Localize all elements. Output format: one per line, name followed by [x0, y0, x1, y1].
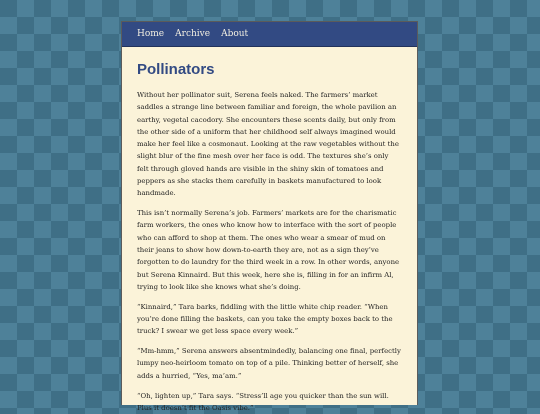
nav-about-link[interactable]: About: [221, 29, 249, 39]
nav-home-link[interactable]: Home: [137, 29, 165, 39]
top-nav: [122, 22, 417, 47]
paragraph: “Mm-hmm,” Serena answers absentmindedly, balancing one final, perfectly lumpy neo-heirloom tomato on top of a pile. Thinking better of herself, she adds a hurried, “Yes, ma’am.”: [137, 347, 401, 380]
nav-archive-link[interactable]: Archive: [175, 29, 211, 39]
article-body: [122, 89, 417, 414]
paragraph: This isn’t normally Serena’s job. Farmers’ markets are for the charismatic farm workers, the ones who know how to interface with the sort of people who can afford to shop at them. The ones who wear a smear of mud on their jeans to show how down-to-earth they are, not as a sign they’ve forgotten to do laundry for the third week in a row. In other words, anyone but Serena Kinnaird. But this week, here she is, filling in for an infirm Al, trying to look like she knows what she’s doing.: [137, 209, 400, 291]
page-title: Pollinators: [137, 61, 215, 78]
page-container: [121, 21, 418, 412]
paragraph: Without her pollinator suit, Serena feels naked. The farmers’ market saddles a strange line between familiar and foreign, the whole pavilion an earthy, vegetal cacodory. She encounters these scents daily, but only from the other side of a uniform that her childhood self always imagined would make her feel like a cosmonaut. Looking at the raw vegetables without the slight blur of the fine mesh over her face is odd. The textures she’s only felt through gloved hands are visible in the shiny skin of tomatoes and peppers as she stacks them carefully in baskets manufactured to look handmade.: [137, 91, 399, 198]
paragraph: “Kinnaird,” Tara barks, fiddling with the little white chip reader. “When you’re done filling the baskets, can you take the empty boxes back to the truck? I swear we get less space every week.”: [137, 302, 393, 336]
paragraph: “Oh, lighten up,” Tara says. “Stress’ll age you quicker than the sun will. Plus it doesn’t fit the Oasis vibe.”: [137, 391, 389, 412]
